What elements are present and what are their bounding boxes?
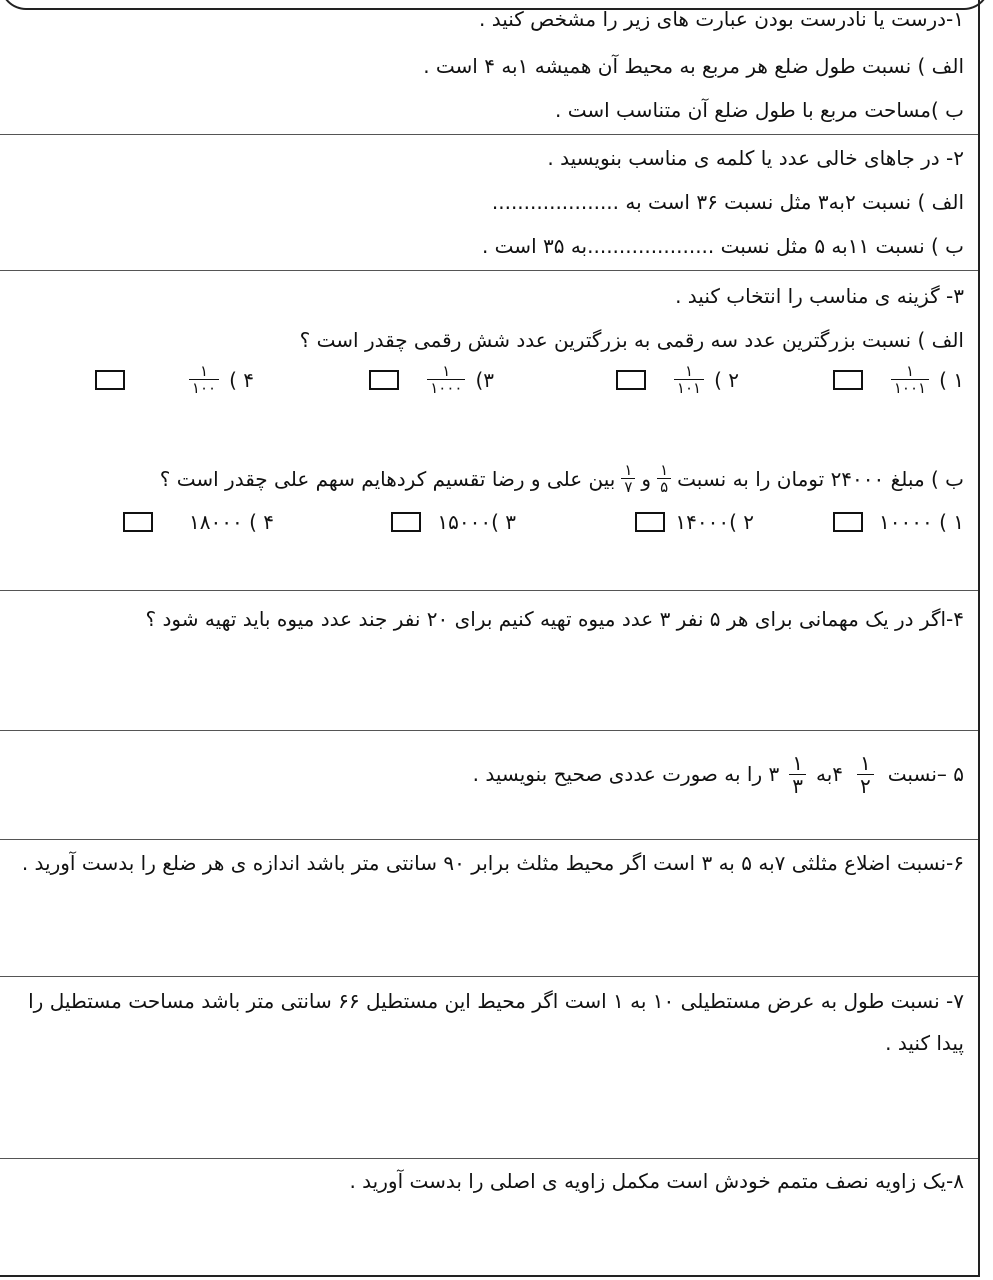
- checkbox[interactable]: [833, 512, 863, 532]
- q5-prefix: ۵ –نسبت: [887, 762, 964, 786]
- q3-a-option-4[interactable]: [95, 363, 254, 396]
- fraction-one-half: $\frac{۱}{۲}$: [857, 752, 874, 797]
- q3-a-option-2[interactable]: [616, 363, 739, 396]
- divider: [0, 839, 978, 840]
- q2-title: ۲- در جاهای خالی عدد یا کلمه ی مناسب بنویسید .: [547, 146, 964, 170]
- q5-text: [473, 752, 964, 796]
- option-text: ۱ ) ۱۰۰۰۰: [879, 510, 964, 534]
- q5-suffix: ۳ را به صورت عددی صحیح بنویسید .: [472, 762, 780, 786]
- q3-b-text-2: بین علی و رضا تقسیم کردهایم سهم علی چقدر است ؟: [159, 466, 616, 491]
- q3-part-b: [160, 462, 964, 495]
- divider: [0, 270, 978, 271]
- divider: [0, 1158, 978, 1159]
- q3-part-a: الف ) نسبت بزرگترین عدد سه رقمی به بزرگترین عدد شش رقمی چقدر است ؟: [299, 328, 964, 352]
- divider: [0, 976, 978, 977]
- fraction-one-fifth: $\frac{۱}{۵}$: [657, 462, 671, 495]
- divider: [0, 134, 978, 135]
- q3-a-option-3[interactable]: [369, 363, 494, 396]
- option-text: ۴ ) ۱۸۰۰۰: [189, 510, 274, 534]
- q1-title: ۱-درست یا نادرست بودن عبارت های زیر را مشخص کنید .: [478, 7, 964, 31]
- option-label: ۱ ): [939, 367, 964, 392]
- q1-part-b: ب )مساحت مربع با طول ضلع آن متناسب است .: [555, 98, 964, 122]
- q3-b-option-4[interactable]: [123, 510, 274, 534]
- q6-text: ۶-نسبت اضلاع مثلثی ۷به ۵ به ۳ است اگر محیط مثلث برابر ۹۰ سانتی متر باشد اندازه ی هر ضلع را بدست آورید .: [21, 851, 964, 875]
- q3-b-option-1[interactable]: [833, 510, 964, 534]
- fraction-one-seventh: $\frac{۱}{۷}$: [621, 462, 635, 495]
- option-text: ۳ )۱۵۰۰۰: [437, 510, 516, 534]
- checkbox[interactable]: [123, 512, 153, 532]
- option-label: ۴ ): [229, 367, 254, 392]
- q3-b-text-1: ب ) مبلغ ۲۴۰۰۰ تومان را به نسبت: [677, 466, 964, 491]
- checkbox[interactable]: [635, 512, 665, 532]
- q2-part-b: ب ) نسبت ۱۱به ۵ مثل نسبت ....................به ۳۵ است .: [481, 234, 964, 258]
- q8-text: ۸-یک زاویه نصف متمم خودش است مکمل زاویه ی اصلی را بدست آورید .: [349, 1169, 964, 1193]
- q3-b-options: [0, 510, 964, 550]
- divider: [0, 590, 978, 591]
- checkbox[interactable]: [391, 512, 421, 532]
- option-fraction: $\frac{۱}{۱۰۱}$: [674, 363, 704, 396]
- q2-part-a: الف ) نسبت ۲به۳ مثل نسبت ۳۶ است به ....................: [491, 190, 964, 214]
- q3-b-option-3[interactable]: [391, 510, 516, 534]
- q7-text: ۷- نسبت طول به عرض مستطیلی ۱۰ به ۱ است اگر محیط این مستطیل ۶۶ سانتی متر باشد مساحت مستطیل را پیدا کنید .: [28, 989, 964, 1055]
- option-fraction: $\frac{۱}{۱۰۰۱}$: [891, 363, 929, 396]
- q3-b-option-2[interactable]: [635, 510, 754, 534]
- q1-part-a: الف ) نسبت طول ضلع هر مربع به محیط آن همیشه ۱به ۴ است .: [423, 54, 964, 78]
- option-text: ۲ )۱۴۰۰۰: [675, 510, 754, 534]
- option-label: ۲ ): [714, 367, 739, 392]
- option-fraction: $\frac{۱}{۱۰۰۰}$: [427, 363, 465, 396]
- q3-title: ۳- گزینه ی مناسب را انتخاب کنید .: [675, 284, 964, 308]
- q3-b-and: و: [641, 466, 652, 491]
- q4-text: ۴-اگر در یک مهمانی برای هر ۵ نفر ۳ عدد میوه تهیه کنیم برای ۲۰ نفر جند عدد میوه باید تهیه شود ؟: [145, 607, 964, 631]
- option-label: ۳): [475, 367, 494, 392]
- checkbox[interactable]: [369, 370, 399, 390]
- checkbox[interactable]: [95, 370, 125, 390]
- fraction-one-third: $\frac{۱}{۳}$: [789, 752, 806, 797]
- q5-mid: ۴به: [816, 762, 844, 786]
- checkbox[interactable]: [616, 370, 646, 390]
- option-fraction: $\frac{۱}{۱۰۰}$: [189, 363, 219, 396]
- divider: [0, 730, 978, 731]
- checkbox[interactable]: [833, 370, 863, 390]
- q3-a-options: [0, 363, 964, 403]
- q3-a-option-1[interactable]: [833, 363, 964, 396]
